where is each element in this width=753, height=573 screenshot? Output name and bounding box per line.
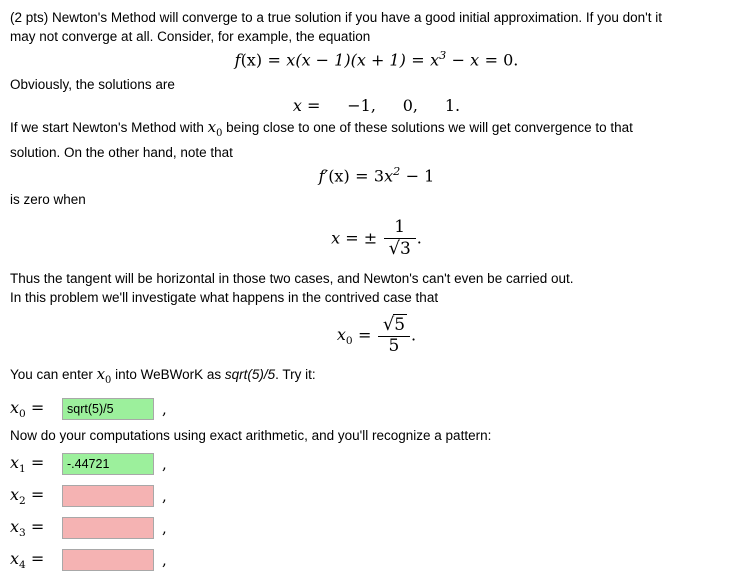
solutions-lhs: x =: [292, 95, 321, 115]
eq1-factored: x(x − 1)(x + 1): [286, 50, 406, 70]
x-zero-inline-1: $x_0$: [207, 117, 223, 139]
answer-input-x4[interactable]: [62, 549, 154, 571]
zero-when-text: is zero when: [10, 192, 86, 208]
answer-label-x1: $x_1$ =: [10, 452, 45, 475]
webwork-hint: [10, 365, 743, 390]
eq4-lhs-var: $x_0$: [336, 325, 353, 348]
eq4-lhs-sub: 0: [345, 335, 353, 348]
answer-row-x1: [10, 451, 743, 477]
para3-line-2: In this problem we'll investigate what happens in the contrived case that: [10, 290, 439, 305]
answer-label-x0: $x_0$ =: [10, 397, 45, 420]
answer-input-x3[interactable]: [62, 517, 154, 539]
para2-line-2: solution. On the other hand, note that: [10, 144, 233, 160]
solutions-text: Obviously, the solutions are: [10, 76, 175, 92]
eq4-fraction: [378, 316, 410, 356]
intro-paragraph: [10, 8, 743, 46]
answer-row-x3: [10, 515, 743, 541]
eq3-lhs: x = ±: [331, 228, 378, 248]
solution-value-0: −1,: [347, 95, 376, 115]
webwork-hint-a: You can enter: [10, 366, 97, 382]
answer-comma-x0: ,: [162, 399, 167, 418]
eq3-radicand: 3: [399, 239, 411, 260]
equation-f-of-x: $f(x) = x(x - 1)(x + 1) = x^3 - x = 0$.: [234, 49, 519, 70]
eq3-fraction: [384, 219, 416, 259]
para2-line1-part-b: being close to one of these solutions we will get convergence to that: [222, 119, 633, 135]
eq2-equals: =: [355, 166, 369, 186]
eq2-tail: − 1: [405, 166, 435, 186]
intro-line-2: may not converge at all. Consider, for example, the equation: [10, 29, 371, 44]
eq2-coefficient: 3: [373, 166, 385, 186]
sqrt-icon: √3: [388, 238, 411, 260]
newton-start-paragraph: [10, 118, 743, 162]
eq3-denominator: [384, 239, 416, 259]
webwork-hint-b: into WeBWorK as: [111, 366, 225, 382]
answer-input-x0[interactable]: [62, 398, 154, 420]
eq1-minus-x: − x: [451, 50, 480, 70]
eq4-numerator: [378, 316, 410, 337]
eq3-period: .: [416, 228, 422, 248]
eq2-variable: x: [384, 166, 394, 186]
solution-value-2: 1.: [444, 95, 461, 115]
eq1-f: f: [234, 50, 241, 70]
para2-line1-part-a: If we start Newton's Method with: [10, 119, 208, 135]
answer-input-x1[interactable]: [62, 453, 154, 475]
webwork-hint-c: . Try it:: [275, 366, 316, 382]
answer-label-x3: $x_3$ =: [10, 516, 45, 539]
eq4-equals: =: [358, 325, 372, 345]
para3-line-1: Thus the tangent will be horizontal in those two cases, and Newton's can't even be carried out.: [10, 271, 574, 286]
tangent-paragraph: [10, 269, 743, 307]
eq1-tail: = 0.: [484, 50, 519, 70]
eq1-arg: (x): [240, 50, 263, 70]
eq1-expanded-base: x: [430, 50, 440, 70]
eq1-equals: =: [267, 50, 281, 70]
intro-line-1: (2 pts) Newton's Method will converge to a true solution if you have a good initial approximation. If you don't it: [10, 10, 663, 25]
eq2-exponent: 2: [393, 164, 401, 178]
answer-row-x2: [10, 483, 743, 509]
eq2-fprime: f′: [318, 166, 329, 186]
webwork-code: sqrt(5)/5: [224, 366, 276, 382]
answer-comma-x2: ,: [162, 486, 167, 505]
answer-label-x2: $x_2$ =: [10, 484, 45, 507]
answer-row-x0: [10, 396, 743, 422]
eq4-radicand: 5: [394, 315, 406, 335]
eq4-period: .: [411, 325, 417, 345]
answer-input-x2[interactable]: [62, 485, 154, 507]
solutions-values: [10, 96, 743, 116]
answer-row-x4: [10, 547, 743, 573]
sqrt-icon: √5: [382, 314, 406, 335]
answer-comma-x4: ,: [162, 550, 167, 569]
x-zero-inline-2: $x_0$: [96, 364, 112, 386]
equation-f-prime: [10, 165, 743, 187]
answer-label-x4: $x_4$ =: [10, 548, 45, 571]
answer-comma-x3: ,: [162, 518, 167, 537]
equation-x0-value: [10, 316, 743, 356]
eq4-denominator: 5: [388, 335, 400, 356]
eq1-expanded-exponent: 3: [439, 49, 447, 62]
eq3-numerator: 1: [384, 219, 416, 239]
answer-comma-x1: ,: [162, 454, 167, 473]
next-instruction: Now do your computations using exact arithmetic, and you'll recognize a pattern:: [10, 427, 492, 443]
equation-critical-points: [10, 219, 743, 259]
eq2-arg: (x): [328, 166, 350, 186]
solution-value-1: 0,: [402, 95, 418, 115]
